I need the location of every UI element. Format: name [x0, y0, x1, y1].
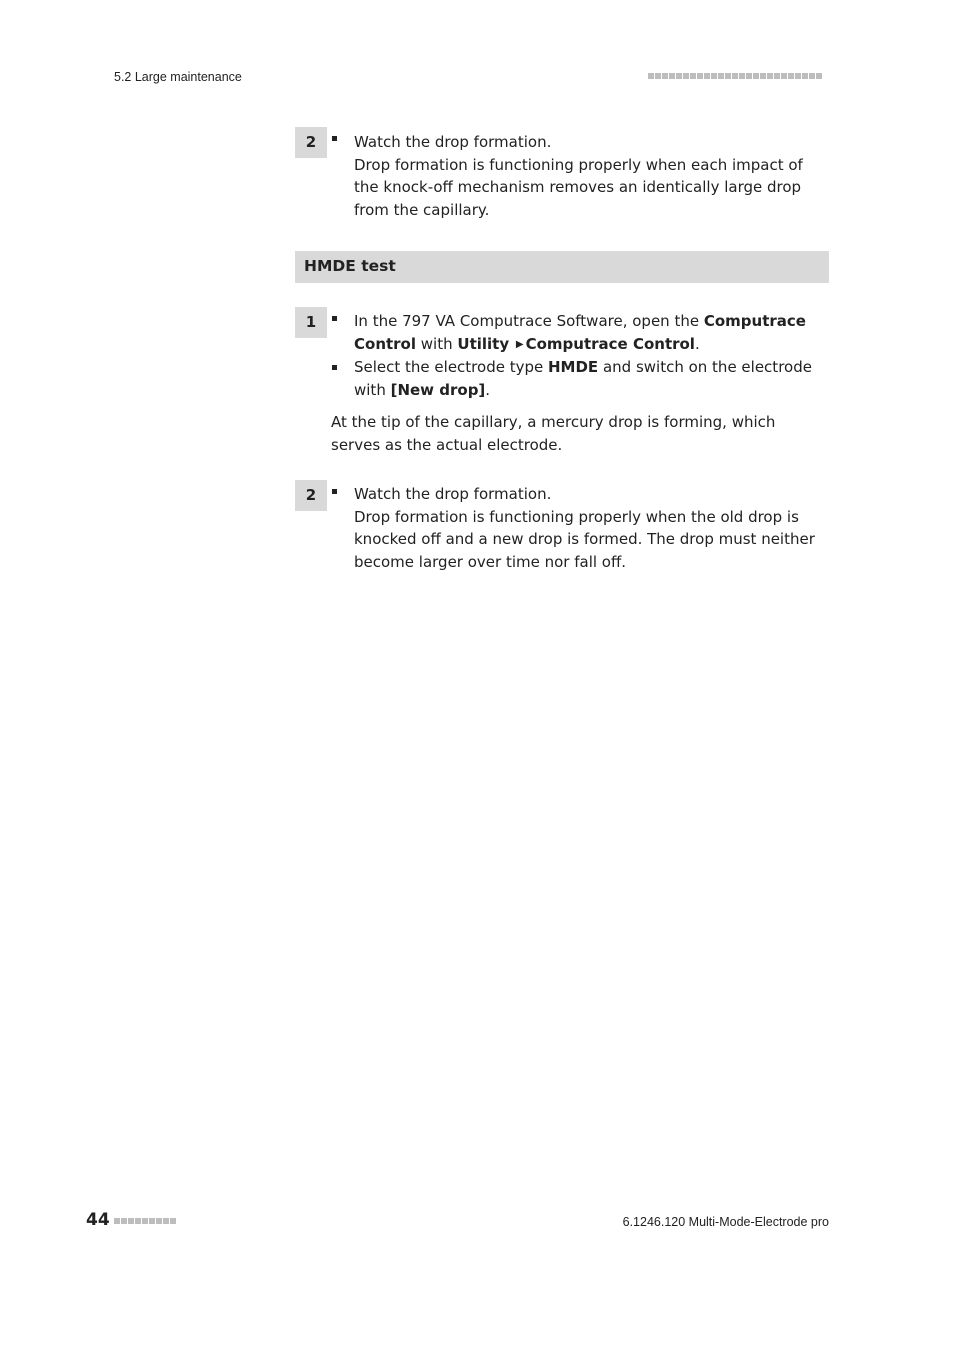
step-1-open-computrace: [295, 307, 829, 456]
footer-decoration: [114, 1218, 176, 1224]
text: .: [485, 380, 491, 399]
menu-name: Computrace Control: [354, 312, 806, 353]
step-bullet: [295, 307, 829, 356]
text: and switch on the electrode with: [354, 358, 812, 399]
text: with: [416, 334, 458, 353]
step-2-drop-formation: [295, 127, 829, 221]
new-drop-button-label: [New drop]: [390, 380, 486, 399]
header-section-title: 5.2 Large maintenance: [114, 70, 242, 84]
text: .: [694, 334, 700, 353]
text: Select the electrode type: [354, 358, 548, 376]
step-bullet: [295, 480, 829, 573]
footer-document-title: 6.1246.120 Multi-Mode-Electrode pro: [622, 1215, 829, 1229]
header-decoration: [648, 73, 822, 79]
step-number: 1: [295, 307, 327, 338]
step-number: 2: [295, 480, 327, 511]
step-bullet: [295, 127, 829, 221]
step-action: Watch the drop formation.: [354, 133, 552, 151]
step-number: 2: [295, 127, 327, 158]
page-number: 44: [86, 1210, 110, 1230]
electrode-type: HMDE: [548, 358, 599, 376]
menu-arrow-icon: ▶: [515, 338, 524, 350]
menu-path-computrace-control: Computrace Control: [525, 334, 695, 353]
step-bullet: [295, 356, 829, 401]
menu-path-utility: Utility: [457, 334, 510, 353]
step-2-watch-drop: [295, 480, 829, 573]
step-note: At the tip of the capillary, a mercury drop is forming, which serves as the actual electrode.: [331, 413, 776, 454]
section-heading-hmde-test: HMDE test: [295, 251, 829, 283]
step-result: Drop formation is functioning properly when the old drop is knocked off and a new drop is formed. The drop must neither become larger over time nor fall off.: [354, 507, 815, 571]
text: In the 797 VA Computrace Software, open the: [354, 312, 704, 330]
step-result: Drop formation is functioning properly when each impact of the knock-off mechanism removes an identically large drop from the capillary.: [354, 155, 803, 219]
step-action: Watch the drop formation.: [354, 485, 552, 503]
